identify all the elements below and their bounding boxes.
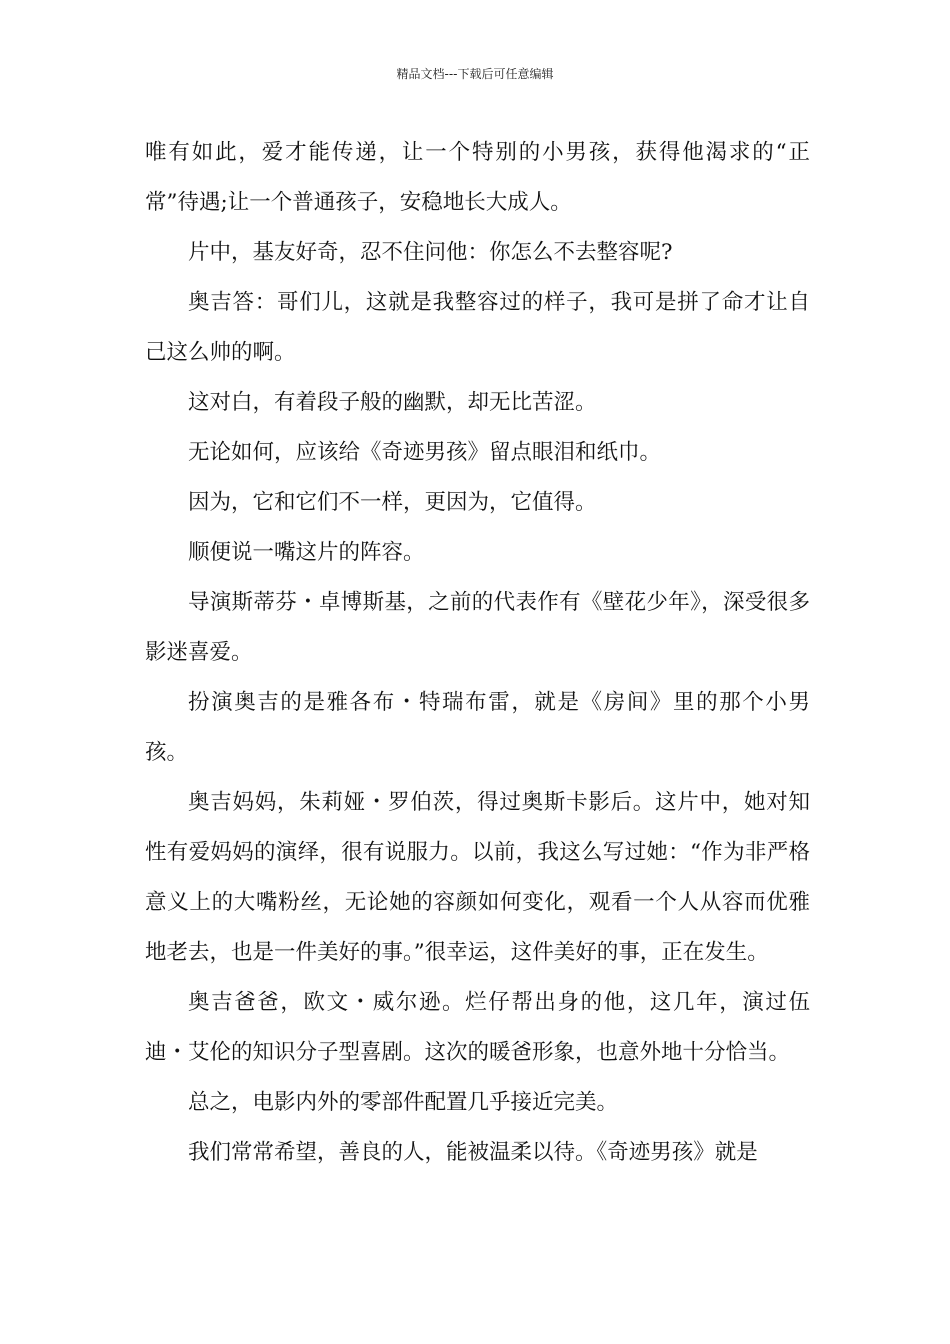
paragraph: 导演斯蒂芬・卓博斯基，之前的代表作有《壁花少年》，深受很多影迷喜爱。 [145, 590, 810, 665]
paragraph: 片中，基友好奇，忍不住问他：你怎么不去整容呢? [188, 240, 673, 265]
paragraph: 扮演奥吉的是雅各布・特瑞布雷，就是《房间》里的那个小男孩。 [145, 690, 810, 765]
paragraph: 因为，它和它们不一样，更因为，它值得。 [188, 490, 597, 515]
paragraph: 无论如何，应该给《奇迹男孩》留点眼泪和纸巾。 [188, 440, 662, 465]
document-body [145, 128, 810, 1178]
paragraph: 奥吉妈妈，朱莉娅・罗伯茨，得过奥斯卡影后。这片中，她对知性有爱妈妈的演绎，很有说服力。以前，我这么写过她：“作为非严格意义上的大嘴粉丝，无论她的容颜如何变化，观看一个人从容而优雅地老去，也是一件美好的事。”很幸运，这件美好的事，正在发生。 [145, 790, 810, 965]
page-header: 精品文档---下载后可任意编辑 [396, 67, 554, 81]
paragraph: 奥吉答：哥们儿，这就是我整容过的样子，我可是拼了命才让自己这么帅的啊。 [145, 290, 810, 365]
paragraph: 顺便说一嘴这片的阵容。 [188, 540, 425, 565]
paragraph: 这对白，有着段子般的幽默，却无比苦涩。 [188, 390, 597, 415]
paragraph: 唯有如此，爱才能传递，让一个特别的小男孩，获得他渴求的“正常”待遇;让一个普通孩子，安稳地长大成人。 [145, 140, 810, 215]
paragraph: 总之，电影内外的零部件配置几乎接近完美。 [188, 1090, 619, 1115]
paragraph: 我们常常希望，善良的人，能被温柔以待。《奇迹男孩》就是 [188, 1140, 758, 1165]
paragraph: 奥吉爸爸，欧文・威尔逊。烂仔帮出身的他，这几年，演过伍迪・艾伦的知识分子型喜剧。这次的暖爸形象，也意外地十分恰当。 [145, 990, 810, 1065]
